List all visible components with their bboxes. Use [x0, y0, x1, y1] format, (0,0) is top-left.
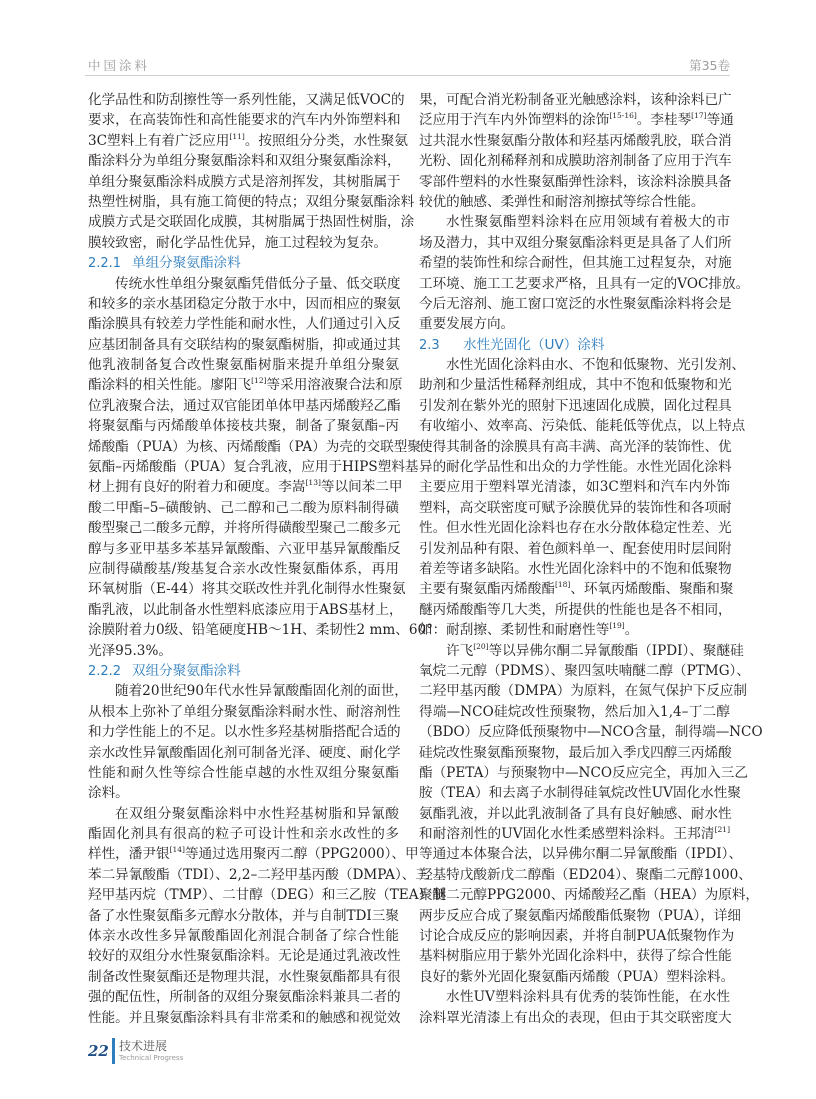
text-line: 性能和耐久性等综合性能卓越的水性双组分聚氨酯	[88, 764, 399, 781]
section-number: 2.2.2	[88, 663, 122, 679]
text-line: 水性UV塑料涂料具有优秀的装饰性能，在水性	[446, 989, 730, 1006]
text-line	[419, 620, 730, 640]
text-segment: 材上拥有良好的附着力和硬度。李嵩	[88, 479, 306, 496]
section-heading-text: 双组分聚氨酯涂料	[132, 662, 241, 679]
text-line: 苯二异氰酸酯（TDI）、2,2–二羟甲基丙酸（DMPA）、三	[88, 866, 429, 883]
text-line: 制备改性聚氨酯还是物理共混，水性聚氨酯都具有很	[88, 968, 401, 985]
text-line	[88, 375, 403, 395]
text-line	[419, 641, 744, 661]
text-line: 他乳液制备复合改性聚氨酯树脂来提升单组分聚氨	[88, 357, 399, 374]
text-line: 过共混水性聚氨酯分散体和羟基丙烯酸乳胶，联合消	[419, 132, 732, 149]
volume-label: 第35卷	[689, 58, 730, 73]
text-line: 有收缩小、效率高、污染低、能耗低等优点，以上特点	[419, 418, 746, 435]
text-line: 涂料。	[88, 785, 129, 802]
text-column-right	[419, 90, 763, 1028]
text-line: 应基团制备具有交联结构的聚氨酯树脂，抑或通过其	[88, 336, 401, 353]
text-line: 酯固化剂具有很高的粒子可设计性和亲水改性的多	[88, 826, 399, 843]
section-title-en: Technical Progress	[119, 1054, 184, 1062]
text-line: 引发剂在紫外光的照射下迅速固化成膜，固化过程具	[419, 397, 732, 414]
text-line: 聚醚二元醇PPG2000、丙烯酸羟乙酯（HEA）为原料，	[419, 887, 760, 904]
text-line	[88, 844, 419, 864]
citation-ref: [21]	[714, 825, 730, 835]
text-segment: 、环氧丙烯酸酯、聚酯和聚	[570, 581, 734, 598]
citation-ref: [19]	[609, 621, 625, 631]
text-line: 二羟甲基丙酸（DMPA）为原料，在氮气保护下反应制	[419, 683, 748, 700]
text-line: 今后无溶剂、施工窗口宽泛的水性聚氨酯涂料将会是	[419, 295, 732, 312]
text-line: 果，可配合消光粉制备亚光触感涂料，该种涂料已广	[419, 92, 732, 108]
text-line: 涂料罩光清漆上有出众的表现，但由于其交联密度大	[419, 1009, 732, 1026]
text-line: 工环境、施工工艺要求严格，且具有一定的VOC排放。	[419, 275, 750, 292]
section-number: 2.3	[419, 337, 440, 353]
text-line	[419, 824, 730, 844]
text-line: 将聚氨酯与丙烯酸单体接枝共聚，制备了聚氨酯–丙	[88, 418, 399, 435]
text-line: 场及潜力，其中双组分聚氨酯涂料更是具备了人们所	[419, 234, 732, 251]
header-rule	[85, 75, 730, 76]
text-line: 备了水性聚氨酯多元醇水分散体，并与自制TDI三聚	[88, 907, 399, 924]
text-segment: 许飞	[446, 642, 474, 659]
citation-ref: [12]	[251, 376, 267, 386]
text-segment: 等采用溶液聚合法和原	[266, 377, 403, 394]
text-line: 性。但水性光固化涂料也存在水分散体稳定性差、光	[419, 520, 732, 537]
text-segment: 等以异佛尔酮二异氰酸酯（IPDI）、聚醚硅	[488, 642, 744, 659]
text-line: 单组分聚氨酯涂料成膜方式是溶剂挥发，其树脂属于	[88, 173, 401, 190]
text-line: 水性聚氨酯塑料涂料在应用领域有着极大的市	[446, 214, 730, 231]
text-line: 酯涂料分为单组分聚氨酯涂料和双组分聚氨酯涂料，	[88, 153, 401, 170]
text-line: 醚丙烯酸酯等几大类，所提供的性能也是各不相同，	[419, 601, 732, 618]
text-line: 较好的双组分水性聚氨酯涂料。无论是通过乳液改性	[88, 948, 401, 965]
text-line: 光粉、固化剂稀释剂和成膜助溶剂制备了应用于汽车	[419, 153, 732, 170]
text-line: 要求，在高装饰性和高性能要求的汽车内外饰塑料和	[88, 112, 401, 129]
text-line: 使得其制备的涂膜具有高丰满、高光泽的装饰性、优	[419, 438, 732, 455]
text-line: 良好的紫外光固化聚氨酯丙烯酸（PUA）塑料涂料。	[419, 968, 735, 985]
text-segment: 酯涂料的相关性能。廖阳飞	[88, 377, 252, 394]
text-line: 随着20世纪90年代水性异氰酸酯固化剂的面世，	[115, 683, 408, 700]
citation-ref: [17]	[691, 111, 707, 121]
text-line: 酯乳液，以此制备水性塑料底漆应用于ABS基材上，	[88, 601, 403, 618]
text-segment: 3C塑料上有着广泛应用	[88, 132, 230, 149]
text-line: 强的配伍性，所制备的双组分聚氨酯涂料兼具二者的	[88, 989, 401, 1006]
text-line: 希望的装饰性和综合耐性，但其施工过程复杂，对施	[419, 255, 732, 272]
section-heading	[88, 661, 399, 681]
text-line: 羟基特戊酸新戊二醇酯（ED204）、聚酯二元醇1000、	[419, 866, 752, 883]
section-heading-text: 单组分聚氨酯涂料	[132, 255, 241, 272]
page-number: 22	[88, 1042, 109, 1060]
text-line: 在双组分聚氨酯涂料中水性羟基树脂和异氰酸	[115, 805, 399, 822]
text-line	[419, 110, 734, 130]
text-line: 基料树脂应用于紫外光固化涂料中，获得了综合性能	[419, 948, 732, 965]
section-title: 技术进展	[119, 1039, 168, 1053]
text-line: 从根本上弥补了单组分聚氨酯涂料耐水性、耐溶剂性	[88, 703, 401, 720]
text-line: 水性光固化涂料由水、不饱和低聚物、光引发剂、	[446, 357, 746, 374]
text-line: 烯酸酯（PUA）为核、丙烯酸酯（PA）为壳的交联型聚	[88, 438, 421, 455]
text-line: 环氧树脂（E-44）将其交联改性并乳化制得水性聚氨	[88, 581, 406, 598]
text-line: 异的耐化学品性和出众的力学性能。水性光固化涂料	[419, 459, 732, 476]
text-line: （BDO）反应降低预聚物中—NCO含量，制得端—NCO	[419, 724, 763, 741]
text-segment: 样性，潘尹银	[88, 846, 170, 863]
text-line: 胺（TEA）和去离子水制得硅氧烷改性UV固化水性聚	[419, 785, 741, 802]
text-line: 酸型聚己二酸多元醇，并将所得磺酸型聚己二酸多元	[88, 520, 401, 537]
text-segment: 。	[624, 622, 639, 639]
text-line: 酸二甲酯–5–磺酸钠、己二醇和己二酸为原料制得磺	[88, 499, 399, 516]
text-line: 重要发展方向。	[419, 316, 515, 333]
text-line: 成膜方式是交联固化成膜，其树脂属于热固性树脂，涂	[88, 214, 415, 231]
journal-name: 中国涂料	[88, 58, 151, 73]
text-segment: 主要有聚氨酯丙烯酸酯	[419, 581, 555, 598]
text-line: 酯（PETA）与预聚物中—NCO反应完全，再加入三乙	[419, 764, 748, 781]
text-line: 较优的触感、柔弹性和耐溶剂擦拭等综合性能。	[419, 193, 705, 210]
citation-ref: [13]	[305, 478, 321, 488]
text-line: 酯涂膜具有较差力学性能和耐水性，人们通过引入反	[88, 316, 401, 333]
text-line: 氨酯–丙烯酸酯（PUA）复合乳液，应用于HIPS塑料基	[88, 459, 419, 476]
footer-bar	[112, 1038, 115, 1064]
text-line: 涂膜附着力0级、铅笔硬度HB～1H、柔韧性2 mm、60°	[88, 622, 433, 639]
citation-ref: [20]	[473, 641, 489, 651]
text-segment: 和耐溶剂性的UV固化水性柔感塑料涂料。王邦清	[419, 826, 715, 843]
text-line: 化学品性和防刮擦性等一系列性能，又满足低VOC的	[88, 92, 405, 108]
text-line: 零部件塑料的水性聚氨酯弹性涂料，该涂料涂膜具备	[419, 173, 732, 190]
text-line: 硅烷改性聚氨酯预聚物，最后加入季戊四醇三丙烯酸	[419, 744, 732, 761]
text-line: 氨酯乳液，并以此乳液制备了具有良好触感、耐水性	[419, 805, 732, 822]
text-segment: 泛应用于汽车内外饰塑料的涂饰	[419, 112, 610, 129]
text-segment: 。按照组分分类，水性聚氨	[244, 132, 408, 149]
section-heading	[88, 253, 399, 273]
text-segment: 如：耐刮擦、柔韧性和耐磨性等	[419, 622, 610, 639]
text-line: 应制得磺酸基/羧基复合亲水改性聚氨酯体系，再用	[88, 560, 399, 577]
text-line: 助剂和少量活性稀释剂组成，其中不饱和低聚物和光	[419, 377, 732, 394]
text-line	[419, 579, 734, 599]
text-line: 体亲水改性多异氰酸酯固化剂混合制备了综合性能	[88, 928, 399, 945]
text-segment: 等通过选用聚丙二醇（PPG2000）、甲	[184, 846, 419, 863]
text-segment: 等通	[706, 112, 734, 129]
text-line: 塑料，高交联密度可赋予涂膜优异的装饰性和各项耐	[419, 499, 732, 516]
text-line: 亲水改性异氰酸酯固化剂可制备光泽、硬度、耐化学	[88, 744, 401, 761]
citation-ref: [14]	[169, 845, 185, 855]
text-line: 膜较致密，耐化学品性优异，施工过程较为复杂。	[88, 234, 388, 251]
text-line	[88, 131, 408, 151]
section-heading-text: 水性光固化（UV）涂料	[463, 336, 605, 353]
text-line: 引发剂品种有限、着色颜料单一、配套使用时层间附	[419, 540, 732, 557]
text-line: 热塑性树脂，具有施工简便的特点；双组分聚氨酯涂料	[88, 193, 415, 210]
text-line: 和力学性能上的不足。以水性多羟基树脂搭配合适的	[88, 724, 401, 741]
text-line: 传统水性单组分聚氨酯凭借低分子量、低交联度	[115, 275, 401, 292]
text-line: 等通过本体聚合法，以异佛尔酮二异氰酸酯（IPDI）、	[419, 846, 743, 863]
text-line: 性能。并且聚氨酯涂料具有非常柔和的触感和视觉效	[88, 1009, 401, 1026]
section-number: 2.2.1	[88, 256, 122, 272]
citation-ref: [11]	[229, 131, 245, 141]
text-line: 光泽95.3%。	[88, 642, 172, 659]
text-line: 得端—NCO硅烷改性预聚物，然后加入1,4–丁二醇	[419, 703, 730, 720]
section-heading	[419, 335, 730, 355]
text-line: 着差等诸多缺陷。水性光固化涂料中的不饱和低聚物	[419, 560, 732, 577]
text-segment: 。李桂琴	[636, 112, 692, 129]
text-segment: 等以间苯二甲	[320, 479, 403, 496]
citation-ref: [15-16]	[609, 111, 637, 121]
citation-ref: [18]	[554, 580, 571, 590]
text-line: 和较多的亲水基团稳定分散于水中，因而相应的聚氨	[88, 295, 401, 312]
text-line: 醇与多亚甲基多苯基异氰酸酯、六亚甲基异氰酸酯反	[88, 540, 401, 557]
text-line: 羟甲基丙烷（TMP）、二甘醇（DEG）和三乙胺（TEA）制	[88, 887, 446, 904]
text-line: 主要应用于塑料罩光清漆，如3C塑料和汽车内外饰	[419, 479, 730, 496]
text-line: 氧烷二元醇（PDMS）、聚四氢呋喃醚二醇（PTMG）、	[419, 662, 750, 679]
text-line	[88, 477, 403, 497]
text-line: 讨论合成反应的影响因素，并将自制PUA低聚物作为	[419, 928, 735, 945]
text-line: 位乳液聚合法，通过双官能团单体甲基丙烯酸羟乙酯	[88, 397, 401, 414]
text-line: 两步反应合成了聚氨酯丙烯酸酯低聚物（PUA），详细	[419, 907, 742, 924]
